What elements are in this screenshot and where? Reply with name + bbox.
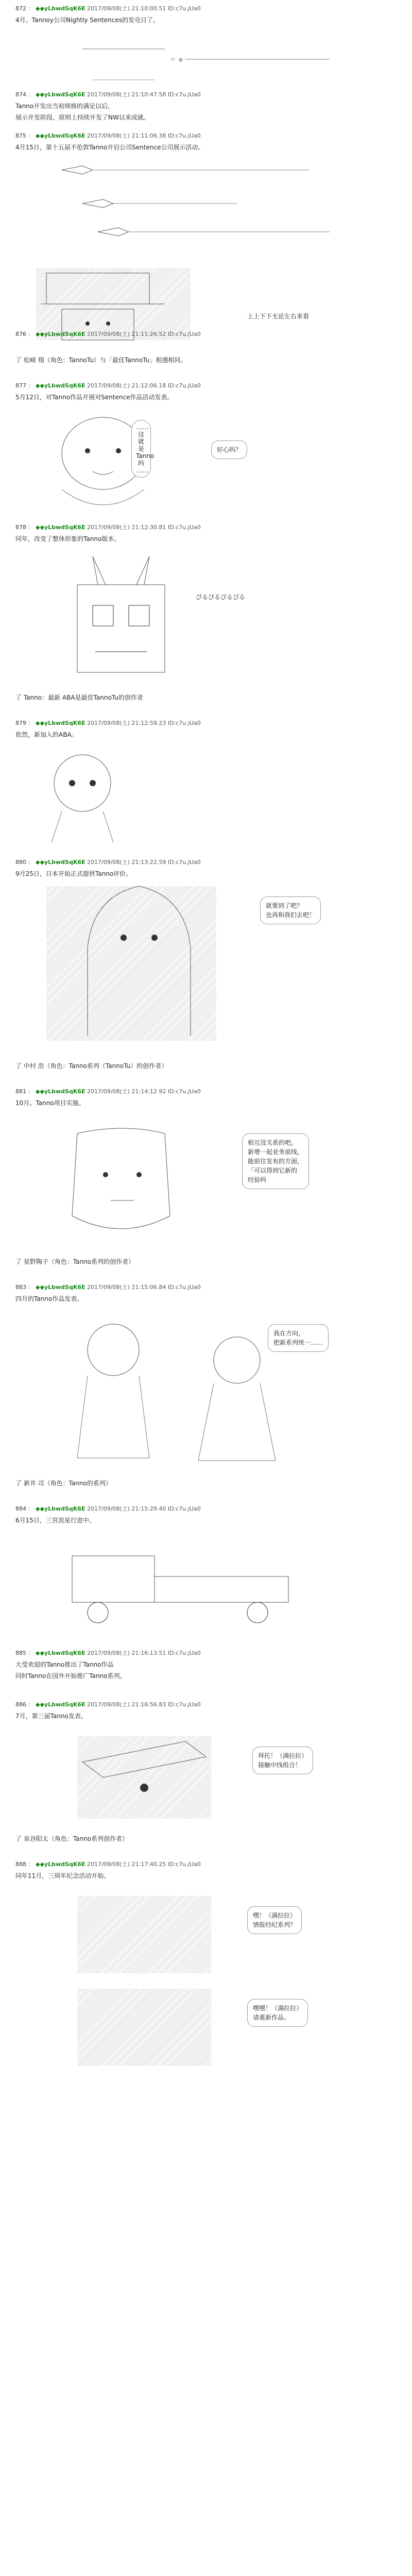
post-line: 10月。Tanno项目实施。 xyxy=(15,1099,85,1107)
post-id[interactable]: ID:c7u.jUa0 xyxy=(167,5,201,12)
speech-bubble: 好心吗？ xyxy=(211,440,247,459)
poster-name: ◆yLbwdSqK6E xyxy=(40,331,85,337)
post-id[interactable]: ID:c7u.jUa0 xyxy=(167,1861,201,1868)
post-header: 879 ： ◆◆yLbwdSqK6E 2017/09/08(土) 21:12:59.23 ID:c7u.jUa0 xyxy=(15,720,201,726)
ascii-art-ship xyxy=(72,1731,227,1824)
post-line: 依然，新加入的ABA。 xyxy=(15,731,78,738)
post-number[interactable]: 884 xyxy=(15,1505,26,1512)
post xyxy=(15,1700,397,1723)
post-id[interactable]: ID:c7u.jUa0 xyxy=(167,331,201,337)
post-date: 2017/09/08(土) 21:15:06.84 xyxy=(87,1284,166,1291)
trip-icon: ◆ xyxy=(36,132,40,139)
svg-text:＝ ◎: ＝ ◎ xyxy=(170,56,183,63)
post-number[interactable]: 877 xyxy=(15,382,26,389)
post-date: 2017/09/08(土) 21:13:22.59 xyxy=(87,859,166,866)
post-date: 2017/09/08(土) 21:12:30.81 xyxy=(87,524,166,531)
post-line: 4月15日，第十五届不伦敦Tanno开启公司Sentence公司展示活动。 xyxy=(15,144,204,151)
caption: 了 泉谷阳太（角色：Tanno系列创作者） xyxy=(15,1835,129,1842)
post-id[interactable]: ID:c7u.jUa0 xyxy=(167,91,201,98)
ascii-art-robot xyxy=(46,554,263,688)
trip-icon: ◆ xyxy=(36,1701,40,1708)
poster-name: ◆yLbwdSqK6E xyxy=(40,859,85,866)
post xyxy=(15,719,397,741)
ascii-art-character xyxy=(31,412,201,515)
post-header: 874 ： ◆◆yLbwdSqK6E 2017/09/08(土) 21:10:47.58 ID:c7u.jUa0 xyxy=(15,91,201,98)
trip-icon: ◆ xyxy=(36,720,40,726)
post-date: 2017/09/08(土) 21:11:26.52 xyxy=(87,331,166,337)
post-date: 2017/09/08(土) 21:12:59.23 xyxy=(87,720,166,726)
trip-icon: ◆ xyxy=(36,331,40,337)
post-number[interactable]: 885 xyxy=(15,1650,26,1656)
post-body xyxy=(15,1711,397,1721)
trip-icon: ◆ xyxy=(36,1088,40,1095)
post-line: 大受欢迎的Tanno推出了Tanno作品 xyxy=(15,1661,114,1668)
post-number[interactable]: 888 xyxy=(15,1861,26,1868)
poster-name: ◆yLbwdSqK6E xyxy=(40,1088,85,1095)
post-header: 875 ： ◆◆yLbwdSqK6E 2017/09/08(土) 21:11:06.38 ID:c7u.jUa0 xyxy=(15,132,201,139)
speech-bubble: 嘿！（满拉拉） 情报经纪系列？ xyxy=(247,1906,302,1934)
post-body xyxy=(15,869,397,878)
post xyxy=(15,330,397,338)
poster-name: ◆yLbwdSqK6E xyxy=(40,1701,85,1708)
trip-icon: ◆ xyxy=(36,1284,40,1291)
post-number[interactable]: 886 xyxy=(15,1701,26,1708)
speech-bubble: 我在方向， 把新系列统一…… xyxy=(268,1324,329,1352)
caption: 了 新井 司（角色：Tanno的系列） xyxy=(15,1480,112,1487)
post-body xyxy=(15,534,397,544)
poster-name: ◆yLbwdSqK6E xyxy=(40,91,85,98)
caption: 了 Tanno：最新 ABA是最佳TannoTu的创作者 xyxy=(15,694,143,701)
post-header: 876 ： ◆◆yLbwdSqK6E 2017/09/08(土) 21:11:26.52 ID:c7u.jUa0 xyxy=(15,331,201,337)
post-number[interactable]: 875 xyxy=(15,132,26,139)
post-body xyxy=(15,1294,397,1303)
post-header: 877 ： ◆◆yLbwdSqK6E 2017/09/08(土) 21:12:06.18 ID:c7u.jUa0 xyxy=(15,382,201,389)
post-id[interactable]: ID:c7u.jUa0 xyxy=(167,1505,201,1512)
post-body xyxy=(15,15,397,25)
post-body xyxy=(15,1098,397,1108)
post-header: 884 ： ◆◆yLbwdSqK6E 2017/09/08(土) 21:15:29.40 ID:c7u.jUa0 xyxy=(15,1505,201,1512)
post xyxy=(15,1504,397,1527)
post xyxy=(15,1649,397,1683)
speech-bubble: 嘿嘿！（满拉拉） 请重新作品。 xyxy=(247,1999,308,2027)
post xyxy=(15,131,397,154)
poster-name: ◆yLbwdSqK6E xyxy=(40,720,85,726)
poster-name: ◆yLbwdSqK6E xyxy=(40,524,85,531)
speech-bubble: 拜托！（满拉拉） 接触中线组合！ xyxy=(252,1747,313,1774)
trip-icon: ◆ xyxy=(36,382,40,389)
trip-icon: ◆ xyxy=(36,1861,40,1868)
post xyxy=(15,1087,397,1110)
post xyxy=(15,858,397,880)
post-line: 四月的Tanno作品发表。 xyxy=(15,1295,83,1302)
trip-icon: ◆ xyxy=(36,5,40,12)
post xyxy=(15,4,397,27)
speech-bubble: 相互没关系的吧。 新增一起业务前线， 能前往发布的方面， 「可以得到它新的 经验吗 xyxy=(242,1133,309,1189)
poster-name: ◆yLbwdSqK6E xyxy=(40,1861,85,1868)
post-body xyxy=(15,101,397,122)
ascii-art-small-character xyxy=(31,747,144,850)
post-body xyxy=(15,143,397,152)
post xyxy=(15,1283,397,1306)
post-line: 展示开发阶段，原则上持续开发了NW以来成就。 xyxy=(15,114,150,121)
post-id[interactable]: ID:c7u.jUa0 xyxy=(167,382,201,389)
post-number[interactable]: 883 xyxy=(15,1284,26,1291)
post-line: 6月15日，三宮流星行进中。 xyxy=(15,1517,95,1524)
post-body xyxy=(15,1516,397,1525)
post xyxy=(15,523,397,546)
poster-name: ◆yLbwdSqK6E xyxy=(40,5,85,12)
poster-name: ◆yLbwdSqK6E xyxy=(40,132,85,139)
post-header: 886 ： ◆◆yLbwdSqK6E 2017/09/08(土) 21:16:56.83 ID:c7u.jUa0 xyxy=(15,1701,201,1708)
caption: 了 中村 浩（角色：Tanno系列（TannoTu）的创作者） xyxy=(15,1062,168,1070)
post-id[interactable]: ID:c7u.jUa0 xyxy=(167,720,201,726)
post-number[interactable]: 874 xyxy=(15,91,26,98)
ascii-art-planes xyxy=(21,155,391,258)
post-date: 2017/09/08(土) 21:12:06.18 xyxy=(87,382,166,389)
caption: ぴるぴるぴるぴる xyxy=(196,594,246,601)
post-header: 881 ： ◆◆yLbwdSqK6E 2017/09/08(土) 21:14:12.92 ID:c7u.jUa0 xyxy=(15,1088,201,1095)
post-line: 同年，改变了整体形象的Tanno版本。 xyxy=(15,535,121,543)
post-line: 同年11月，三周年纪念活动开始。 xyxy=(15,1872,110,1879)
post-line: Tanno开发出当初规格的满足以后， xyxy=(15,103,114,110)
post-id[interactable]: ID:c7u.jUa0 xyxy=(167,524,201,531)
ascii-art-shading xyxy=(77,1989,211,2066)
post-id[interactable]: ID:c7u.jUa0 xyxy=(167,1650,201,1656)
post xyxy=(15,1860,397,1883)
poster-name: ◆yLbwdSqK6E xyxy=(40,1650,85,1656)
post-line: 5月12日，对Tanno作品开展对Sentence作品活动发表。 xyxy=(15,394,174,401)
post-id[interactable]: ID:c7u.jUa0 xyxy=(167,132,201,139)
post-date: 2017/09/08(土) 21:16:56.83 xyxy=(87,1701,166,1708)
ascii-art-vehicle xyxy=(41,1535,360,1638)
post-number[interactable]: 879 xyxy=(15,720,26,726)
post xyxy=(15,90,397,124)
post-line: 7月，第三届Tanno发表。 xyxy=(15,1713,87,1720)
speech-bubble: 就要到了吧？ 也再和我们去吧！ xyxy=(260,896,321,924)
post-date: 2017/09/08(土) 21:14:12.92 xyxy=(87,1088,166,1095)
caption: 了 星野陶子（角色：Tanno系列的创作者） xyxy=(15,1258,135,1265)
post-number[interactable]: 880 xyxy=(15,859,26,866)
post-body xyxy=(15,393,397,402)
post-header: 885 ： ◆◆yLbwdSqK6E 2017/09/08(土) 21:16:13.51 ID:c7u.jUa0 xyxy=(15,1650,201,1656)
post-date: 2017/09/08(土) 21:17:40.25 xyxy=(87,1861,166,1868)
post-date: 2017/09/08(土) 21:16:13.51 xyxy=(87,1650,166,1656)
post-number[interactable]: 876 xyxy=(15,331,26,337)
ascii-art-man xyxy=(46,1123,201,1242)
post-header: 883 ： ◆◆yLbwdSqK6E 2017/09/08(土) 21:15:06.84 ID:c7u.jUa0 xyxy=(15,1284,201,1291)
post-number[interactable]: 872 xyxy=(15,5,26,12)
post-date: 2017/09/08(土) 21:15:29.40 xyxy=(87,1505,166,1512)
post-id[interactable]: ID:c7u.jUa0 xyxy=(167,1088,201,1095)
post-id[interactable]: ID:c7u.jUa0 xyxy=(167,1284,201,1291)
post-header: 878 ： ◆◆yLbwdSqK6E 2017/09/08(土) 21:12:30.81 ID:c7u.jUa0 xyxy=(15,524,201,531)
trip-icon: ◆ xyxy=(36,524,40,531)
post-body xyxy=(15,730,397,739)
post-date: 2017/09/08(土) 21:11:06.38 xyxy=(87,132,166,139)
post-header: 888 ： ◆◆yLbwdSqK6E 2017/09/08(土) 21:17:40.25 ID:c7u.jUa0 xyxy=(15,1861,201,1868)
post-header: 880 ： ◆◆yLbwdSqK6E 2017/09/08(土) 21:13:22.59 ID:c7u.jUa0 xyxy=(15,859,201,866)
caption: 上上下下无论左右来看 xyxy=(247,313,310,320)
poster-name: ◆yLbwdSqK6E xyxy=(40,382,85,389)
post-line: 4月。Tannoy公司Nightly Sentences的发売日了。 xyxy=(15,16,160,24)
post xyxy=(15,381,397,404)
post-line: 同时Tanno在国外开始推广Tanno系列。 xyxy=(15,1672,126,1680)
post-number[interactable]: 881 xyxy=(15,1088,26,1095)
post-number[interactable]: 878 xyxy=(15,524,26,531)
trip-icon: ◆ xyxy=(36,91,40,98)
ascii-art-large-figure xyxy=(41,881,237,1051)
trip-icon: ◆ xyxy=(36,1505,40,1512)
caption: 了 松崎 翔（角色：TannoTu）与「最佳TannoTu」相遇相同。 xyxy=(15,357,187,364)
trip-icon: ◆ xyxy=(36,1650,40,1656)
poster-name: ◆yLbwdSqK6E xyxy=(40,1505,85,1512)
post-date: 2017/09/08(土) 21:10:00.51 xyxy=(87,5,166,12)
post-body xyxy=(15,1871,397,1880)
post-id[interactable]: ID:c7u.jUa0 xyxy=(167,1701,201,1708)
post-body xyxy=(15,1660,397,1681)
post-header: 872 ： ◆◆yLbwdSqK6E 2017/09/08(土) 21:10:00.51 ID:c7u.jUa0 xyxy=(15,5,201,12)
speech-bubble: …… 这就是 Tanno 吗 …… xyxy=(131,420,151,478)
trip-icon: ◆ xyxy=(36,859,40,866)
post-line: 9月25日，日本开始正式提供Tanno评价。 xyxy=(15,870,132,877)
post-id[interactable]: ID:c7u.jUa0 xyxy=(167,859,201,866)
post-date: 2017/09/08(土) 21:10:47.58 xyxy=(87,91,166,98)
poster-name: ◆yLbwdSqK6E xyxy=(40,1284,85,1291)
ascii-art-shading xyxy=(77,1896,211,1973)
